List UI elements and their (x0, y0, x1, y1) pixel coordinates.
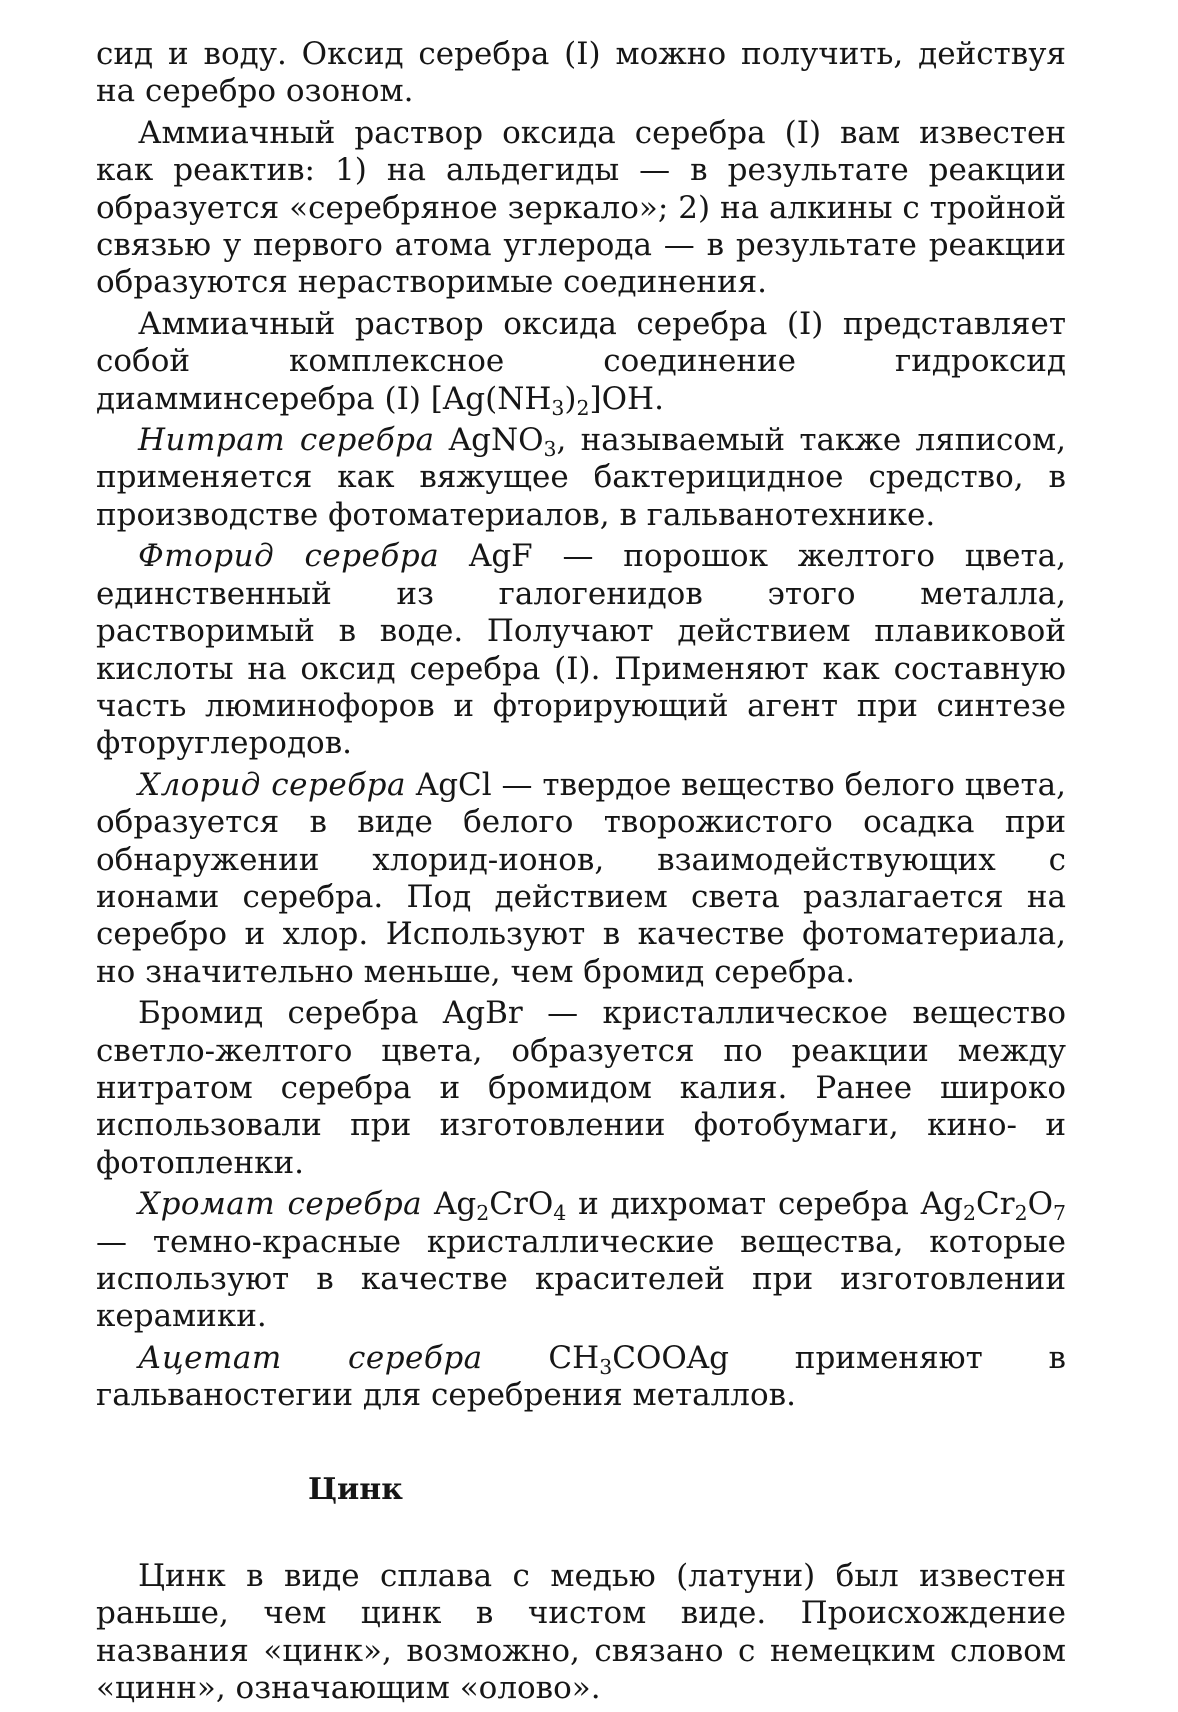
paragraph-text: — темно-красные кристаллические вещества, которые используют в качестве красителей при изготовлении керамики. (96, 1223, 1066, 1335)
paragraph-text: AgF — порошок желтого цвета, единственный из галогенидов этого металла, растворимый в воде. Получают действием плавиковой кислоты на оксид серебра (I). Применяют как составную часть люминофоров и фторирующий агент при синтезе фторуглеродов. (96, 538, 1066, 762)
subscript: 2 (576, 395, 590, 420)
formula-part: ) (564, 380, 577, 417)
subscript: 7 (1053, 1201, 1067, 1226)
paragraph-silver-bromide (96, 995, 1066, 1182)
formula-part: COOAg (612, 1339, 729, 1376)
paragraph-text: , называемый также ляписом, применяется как вяжущее бактерицидное средство, в производстве фотоматериалов, в гальванотехнике. (96, 422, 1066, 533)
formula-part: Ag (422, 1186, 477, 1223)
term-italic: Хлорид серебра (138, 766, 406, 803)
formula-part: CH (482, 1339, 600, 1376)
formula-part: O (1027, 1186, 1053, 1223)
paragraph-text: Аммиачный раствор оксида серебра (I) вам известен как реактив: 1) на альдегиды — в результате реакции образуется «серебряное зеркало»; 2) на алкины с тройной связью у первого атома углерода — в результате реакции образуются нерастворимые соединения. (96, 114, 1066, 301)
paragraph-text: применяют в гальваностегии для серебрения металлов. (96, 1339, 1066, 1414)
subscript: 2 (963, 1201, 977, 1226)
paragraph-text: AgCl — твердое вещество белого цвета, образуется в виде белого творожистого осадка при обнаружении хлорид-ионов, взаимодействующих с ионами серебра. Под действием света разлагается на серебро и хлор. Используют в качестве фотоматериала, но значительно меньше, чем бромид серебра. (96, 766, 1066, 990)
subscript: 3 (551, 395, 565, 420)
paragraph-ammonia-complex (96, 306, 1066, 418)
paragraph-text: Бромид серебра AgBr — кристаллическое вещество светло-желтого цвета, образуется по реакции между нитратом серебра и бромидом калия. Ранее широко использовали при изготовлении фотобумаги, кино- и фотопленки. (96, 995, 1066, 1181)
paragraph-silver-oxide-end (96, 36, 1066, 111)
formula-part: Cr (976, 1186, 1015, 1223)
subscript: 3 (543, 437, 557, 462)
paragraph-text: и дихромат серебра Ag (566, 1186, 963, 1223)
term-italic: Ацетат серебра (138, 1339, 483, 1376)
paragraph-zinc-intro (96, 1558, 1066, 1708)
paragraph-text: Цинк в виде сплава с медью (латуни) был известен раньше, чем цинк в чистом виде. Происхождение названия «цинк», возможно, связано с немецким словом «цинн», означающим «олово». (96, 1558, 1066, 1707)
formula-part: CrO (489, 1186, 554, 1223)
formula-part: AgNO (448, 422, 544, 459)
paragraph-silver-nitrate (96, 422, 1066, 534)
paragraph-silver-fluoride (96, 538, 1066, 762)
document-page (96, 36, 1066, 1712)
paragraph-silver-acetate (96, 1340, 1066, 1415)
subscript: 3 (599, 1354, 613, 1379)
formula-part: ]OH. (589, 380, 664, 417)
subscript: 4 (553, 1201, 567, 1226)
paragraph-text: сид и воду. Оксид серебра (I) можно получить, действуя на серебро озоном. (96, 36, 1066, 110)
paragraph-silver-chromate (96, 1186, 1066, 1336)
section-heading-zinc: Цинк (308, 1471, 403, 1507)
term-italic: Фторид серебра (138, 538, 440, 575)
paragraph-ammonia-reagent (96, 115, 1066, 302)
term-italic: Хромат серебра (138, 1186, 423, 1223)
paragraph-silver-chloride (96, 767, 1066, 991)
subscript: 2 (1014, 1201, 1028, 1226)
subscript: 2 (476, 1201, 490, 1226)
term-italic: Нитрат серебра (138, 422, 435, 459)
paragraph-text: Аммиачный раствор оксида серебра (I) представляет собой комплексное соединение гидроксид диамминсеребра (I) [Ag(NH (96, 305, 1066, 417)
